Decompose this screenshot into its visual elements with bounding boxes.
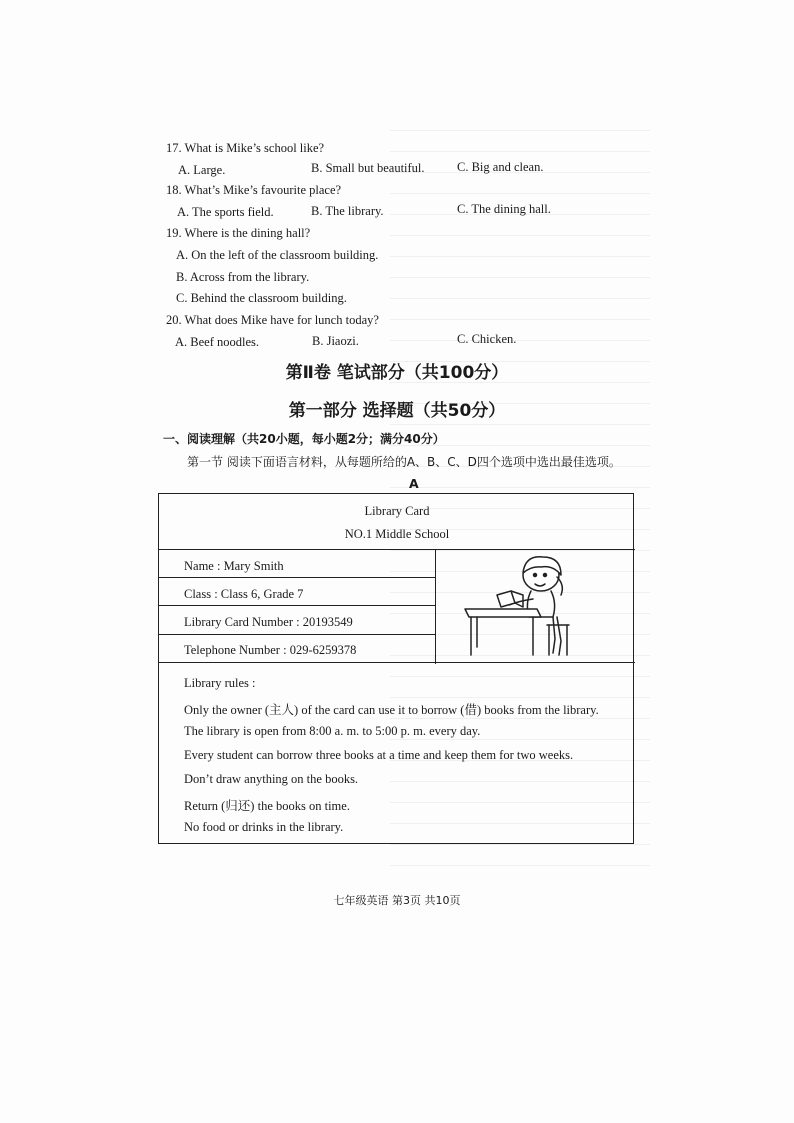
question-number: 17. [166,141,182,155]
card-column-divider [435,549,436,664]
rule-item: Don’t draw anything on the books. [184,772,359,786]
option-18-c: C. The dining hall. [457,202,551,216]
library-card [158,493,634,844]
question-18 [166,183,341,198]
passage-letter: A [409,476,419,491]
rule-item: Only the owner (主人) of the card can use it to borrow (借) books from the library. [184,703,599,717]
card-school: NO.1 Middle School [344,527,450,541]
page-footer: 七年级英语 第3页 共10页 [333,894,461,907]
card-title: Library Card [364,504,430,518]
card-name-field: Name : Mary Smith [184,559,284,573]
rule-item: The library is open from 8:00 a. m. to 5:00 p. m. every day. [184,724,481,738]
option-19-c: C. Behind the classroom building. [176,291,347,305]
option-17-a: A. Large. [178,163,226,177]
card-number-field: Library Card Number : 20193549 [184,615,353,629]
card-divider [159,605,436,606]
rule-item: No food or drinks in the library. [184,820,344,834]
option-20-b: B. Jiaozi. [312,334,359,348]
question-19 [166,226,310,241]
card-divider [159,634,436,635]
rule-item: Every student can borrow three books at a time and keep them for two weeks. [184,748,574,762]
subsection-instruction: 第一节 阅读下面语言材料，从每题所给的A、B、C、D四个选项中选出最佳选项。 [187,455,621,469]
rules-title: Library rules : [184,676,256,690]
question-number: 19. [166,226,182,240]
card-divider [159,662,635,663]
option-17-c: C. Big and clean. [457,160,544,174]
question-text: Where is the dining hall? [184,226,311,240]
card-class-field: Class : Class 6, Grade 7 [184,587,304,601]
section-heading: 一、阅读理解（共20小题，每小题2分；满分40分） [163,432,445,446]
option-17-b: B. Small but beautiful. [311,161,425,175]
question-20 [166,313,379,328]
part-heading: 第一部分 选择题（共50分） [288,401,506,421]
question-number: 18. [166,183,182,197]
question-text: What is Mike’s school like? [184,141,325,155]
option-18-b: B. The library. [311,204,384,218]
option-19-b: B. Across from the library. [176,270,310,284]
option-19-a: A. On the left of the classroom building. [176,248,379,262]
option-20-c: C. Chicken. [457,332,517,346]
card-telephone-field: Telephone Number : 029-6259378 [184,643,357,657]
student-reading-illustration [437,551,633,661]
question-text: What’s Mike’s favourite place? [184,183,342,197]
card-divider [159,549,635,550]
option-20-a: A. Beef noodles. [175,335,260,349]
volume-heading: 第Ⅱ卷 笔试部分（共100分） [285,363,509,383]
question-number: 20. [166,313,182,327]
option-18-a: A. The sports field. [177,205,274,219]
card-divider [159,577,436,578]
question-17 [166,141,324,156]
question-text: What does Mike have for lunch today? [184,313,379,327]
rule-item: Return (归还) the books on time. [184,799,350,813]
